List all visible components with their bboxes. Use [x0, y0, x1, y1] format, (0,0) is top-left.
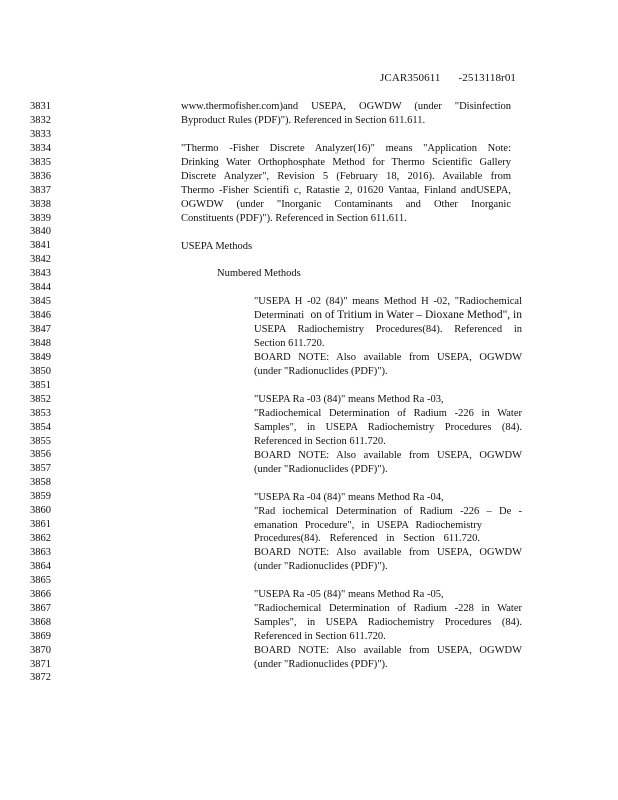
text-line: Samples", in USEPA Radiochemistry Procedures (84).	[254, 617, 522, 629]
line-number: 3831	[30, 101, 51, 112]
text-line: (under "Radionuclides (PDF)").	[254, 561, 388, 573]
text-line: (under "Radionuclides (PDF)").	[254, 366, 388, 378]
text-line: (under "Radionuclides (PDF)").	[254, 463, 388, 475]
text-line: "USEPA Ra -05 (84)" means Method Ra -05,	[254, 589, 444, 601]
line-number: 3856	[30, 449, 51, 461]
line-number: 3849	[30, 351, 51, 363]
board-note: BOARD NOTE: Also available from USEPA, OGWDW	[254, 645, 522, 657]
text-line: "Radiochemical Determination of Radium -226 in Water	[254, 407, 522, 419]
line-number: 3862	[30, 533, 51, 545]
line-number: 3839	[30, 212, 51, 224]
board-note: BOARD NOTE: Also available from USEPA, OGWDW	[254, 352, 522, 364]
line-number: 3833	[30, 128, 51, 140]
line-number: 3871	[30, 658, 51, 670]
line-number: 3864	[30, 560, 51, 572]
line-number: 3858	[30, 477, 51, 489]
text-line: Discrete Analyzer", Revision 5 (February 18, 2016). Available from	[181, 170, 511, 182]
text-line: Thermo -Fisher Scientifi c, Ratastie 2, 01620 Vantaa, Finland andUSEPA,	[181, 184, 511, 196]
text-line: Samples", in USEPA Radiochemistry Procedures (84).	[254, 421, 522, 433]
line-number-column	[30, 100, 51, 685]
line-number: 3852	[30, 393, 51, 405]
line-number: 3846	[30, 310, 51, 322]
line-number: 3855	[30, 435, 51, 447]
line-number: 3869	[30, 630, 51, 642]
text-line: "USEPA H -02 (84)" means Method H -02, "Radiochemical	[254, 296, 522, 308]
line-number: 3845	[30, 296, 51, 308]
document-revision: -2513118r01	[458, 72, 517, 84]
text-line: "Radiochemical Determination of Radium -228 in Water	[254, 603, 522, 615]
text-fragment: on of Tritium in Water – Dioxane Method", in	[310, 309, 522, 322]
text-line: Byproduct Rules (PDF)"). Referenced in Section 611.611.	[181, 114, 426, 126]
text-line: Drinking Water Orthophosphate Method for Thermo Scientific Gallery	[181, 156, 511, 168]
section-heading: USEPA Methods	[181, 240, 253, 252]
text-line: emanation Procedure", in USEPA Radiochemistry	[254, 519, 482, 531]
line-number: 3844	[30, 282, 51, 294]
line-number: 3838	[30, 198, 51, 210]
document-header	[380, 72, 516, 84]
line-number: 3863	[30, 547, 51, 558]
line-number: 3866	[30, 588, 51, 600]
text-line: Constituents (PDF)"). Referenced in Section 611.611.	[181, 212, 407, 224]
line-number: 3861	[30, 519, 51, 531]
text-line: www.thermofisher.com)and USEPA, OGWDW (under "Disinfection	[181, 101, 511, 112]
line-number: 3868	[30, 616, 51, 628]
line-number: 3870	[30, 644, 51, 656]
text-line: "USEPA Ra -03 (84)" means Method Ra -03,	[254, 393, 444, 405]
text-line: USEPA Radiochemistry Procedures(84). Referenced in	[254, 324, 522, 336]
text-line: OGWDW (under "Inorganic Contaminants and Other Inorganic	[181, 198, 511, 210]
line-number: 3851	[30, 379, 51, 391]
text-line: "Thermo -Fisher Discrete Analyzer(16)" means "Application Note:	[181, 142, 511, 154]
line-number: 3867	[30, 602, 51, 614]
line-number: 3854	[30, 421, 51, 433]
text-line: Section 611.720.	[254, 338, 325, 350]
line-number: 3832	[30, 114, 51, 126]
line-number: 3857	[30, 463, 51, 475]
text-line: Procedures(84). Referenced in Section 611.720.	[254, 533, 480, 545]
line-number: 3835	[30, 156, 51, 168]
line-number: 3853	[30, 407, 51, 419]
line-number: 3837	[30, 184, 51, 196]
board-note: BOARD NOTE: Also available from USEPA, OGWDW	[254, 547, 522, 559]
text-line: "Rad iochemical Determination of Radium -226 – De -	[254, 505, 522, 517]
line-number: 3872	[30, 672, 51, 684]
text-line: Referenced in Section 611.720.	[254, 435, 386, 447]
board-note: BOARD NOTE: Also available from USEPA, OGWDW	[254, 449, 522, 461]
line-number: 3843	[30, 268, 51, 280]
line-number: 3842	[30, 254, 51, 266]
line-number: 3840	[30, 226, 51, 238]
text-line: Referenced in Section 611.720.	[254, 631, 386, 643]
text-line: "USEPA Ra -04 (84)" means Method Ra -04,	[254, 491, 444, 503]
line-number: 3848	[30, 337, 51, 349]
subsection-heading: Numbered Methods	[217, 268, 301, 280]
line-number: 3850	[30, 365, 51, 377]
text-line: (under "Radionuclides (PDF)").	[254, 659, 388, 670]
line-number: 3860	[30, 505, 51, 517]
line-number: 3865	[30, 574, 51, 586]
line-number: 3859	[30, 491, 51, 503]
document-code: JCAR350611	[380, 72, 441, 84]
text-line	[254, 309, 522, 323]
line-number: 3847	[30, 324, 51, 335]
line-number: 3841	[30, 240, 51, 252]
line-number: 3834	[30, 142, 51, 154]
text-fragment: Determinati	[254, 310, 305, 322]
line-number: 3836	[30, 170, 51, 182]
